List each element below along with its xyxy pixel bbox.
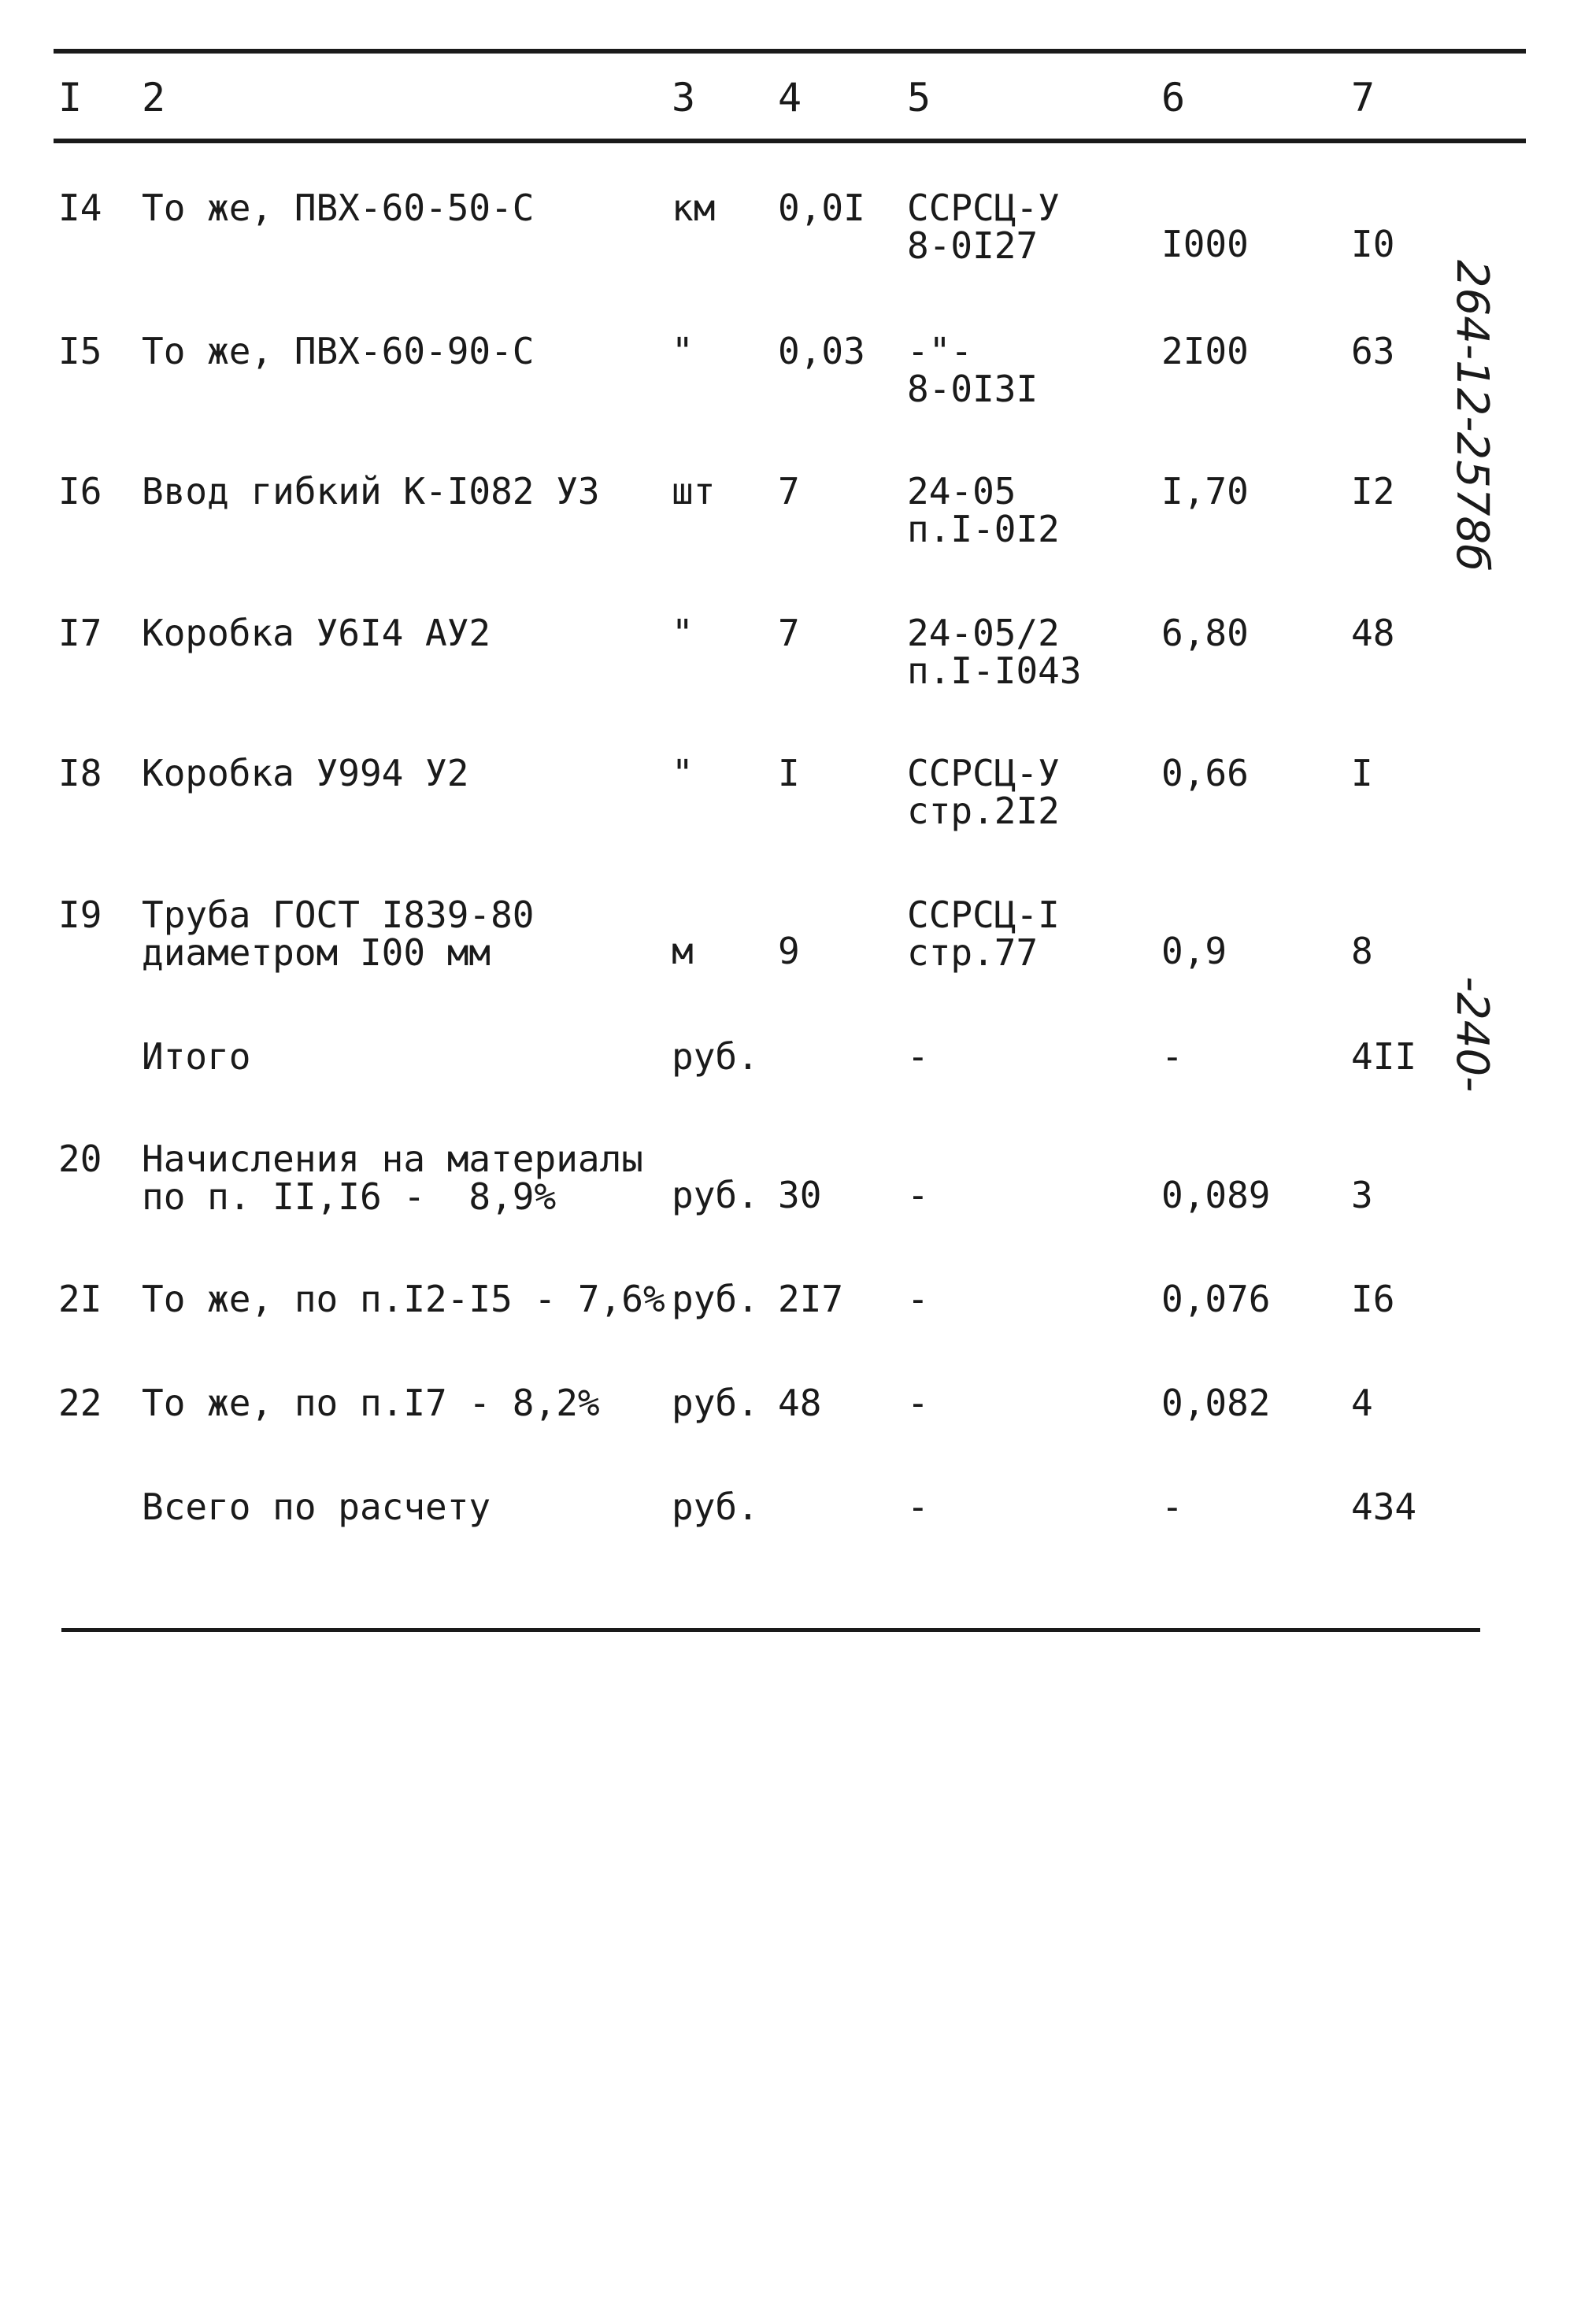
row-qty: 2I7 (778, 1278, 844, 1320)
row-unit: м (672, 930, 694, 972)
row-ref: 24-05/2 п.I-I043 (907, 612, 1082, 692)
row-number: I7 (58, 612, 102, 654)
row-price: 0,9 (1161, 930, 1227, 972)
row-number: 20 (58, 1138, 102, 1180)
row-unit: руб. (672, 1382, 759, 1424)
row-sum: I6 (1351, 1278, 1395, 1320)
row-name: Коробка У6I4 АУ2 (142, 612, 491, 654)
row-name: Начисления на материалы по п. II,I6 - 8,9% (142, 1138, 643, 1218)
row-unit: км (672, 187, 716, 229)
row-ref: -"- 8-0I3I (907, 330, 1039, 410)
document-code-margin-note: 264-12-2578б (1446, 260, 1498, 572)
row-unit: шт (672, 470, 716, 513)
row-qty: 30 (778, 1174, 822, 1216)
row-qty: 48 (778, 1382, 822, 1424)
row-name: То же, ПВХ-60-50-С (142, 187, 535, 229)
row-unit: руб. (672, 1174, 759, 1216)
row-ref: - (907, 1278, 929, 1320)
col-header-7: 7 (1351, 75, 1376, 120)
page-number-margin-note: -240- (1446, 976, 1498, 1093)
row-sum: 63 (1351, 330, 1395, 372)
row-price: - (1161, 1035, 1183, 1078)
row-name: Труба ГОСТ I839-80 диаметром I00 мм (142, 894, 535, 974)
row-name: То же, по п.I7 - 8,2% (142, 1382, 600, 1424)
row-number: 2I (58, 1278, 102, 1320)
row-name: То же, по п.I2-I5 - 7,6% (142, 1278, 665, 1320)
row-price: I,70 (1161, 470, 1249, 513)
row-name: То же, ПВХ-60-90-С (142, 330, 535, 372)
row-sum: 8 (1351, 930, 1373, 972)
row-sum: 4II (1351, 1035, 1417, 1078)
row-unit: руб. (672, 1486, 759, 1528)
row-number: I4 (58, 187, 102, 229)
row-ref: 24-05 п.I-0I2 (907, 470, 1060, 550)
row-price: - (1161, 1486, 1183, 1528)
row-number: I8 (58, 752, 102, 794)
row-price: 2I00 (1161, 330, 1249, 372)
row-sum: 434 (1351, 1486, 1417, 1528)
row-price: I000 (1161, 223, 1249, 265)
row-number: I6 (58, 470, 102, 513)
row-ref: - (907, 1382, 929, 1424)
top-rule (54, 49, 1526, 54)
row-number: I5 (58, 330, 102, 372)
col-header-1: I (58, 75, 83, 120)
row-qty: I (778, 752, 800, 794)
row-ref: - (907, 1035, 929, 1078)
row-price: 0,66 (1161, 752, 1249, 794)
row-price: 0,082 (1161, 1382, 1271, 1424)
row-sum: 48 (1351, 612, 1395, 654)
row-unit: " (672, 752, 694, 794)
row-qty: 7 (778, 612, 800, 654)
row-ref: ССРСЦ-I стр.77 (907, 894, 1060, 974)
row-name: Ввод гибкий К-I082 У3 (142, 470, 600, 513)
row-unit: " (672, 612, 694, 654)
row-ref: - (907, 1486, 929, 1528)
row-ref: ССРСЦ-У стр.2I2 (907, 752, 1060, 832)
header-rule (54, 139, 1526, 143)
row-sum: 3 (1351, 1174, 1373, 1216)
row-price: 0,076 (1161, 1278, 1271, 1320)
row-name: Итого (142, 1035, 251, 1078)
row-unit: " (672, 330, 694, 372)
col-header-4: 4 (778, 75, 802, 120)
row-sum: I2 (1351, 470, 1395, 513)
col-header-5: 5 (907, 75, 931, 120)
row-qty: 7 (778, 470, 800, 513)
col-header-6: 6 (1161, 75, 1186, 120)
row-sum: I0 (1351, 223, 1395, 265)
row-unit: руб. (672, 1035, 759, 1078)
row-qty: 0,03 (778, 330, 865, 372)
row-number: 22 (58, 1382, 102, 1424)
bottom-rule (61, 1628, 1480, 1632)
row-price: 0,089 (1161, 1174, 1271, 1216)
row-ref: - (907, 1174, 929, 1216)
row-ref: ССРСЦ-У 8-0I27 (907, 187, 1060, 267)
col-header-2: 2 (142, 75, 166, 120)
row-sum: 4 (1351, 1382, 1373, 1424)
row-price: 6,80 (1161, 612, 1249, 654)
row-qty: 9 (778, 930, 800, 972)
row-qty: 0,0I (778, 187, 865, 229)
col-header-3: 3 (672, 75, 696, 120)
row-name: Коробка У994 У2 (142, 752, 469, 794)
row-sum: I (1351, 752, 1373, 794)
row-unit: руб. (672, 1278, 759, 1320)
row-number: I9 (58, 894, 102, 936)
row-name: Всего по расчету (142, 1486, 491, 1528)
